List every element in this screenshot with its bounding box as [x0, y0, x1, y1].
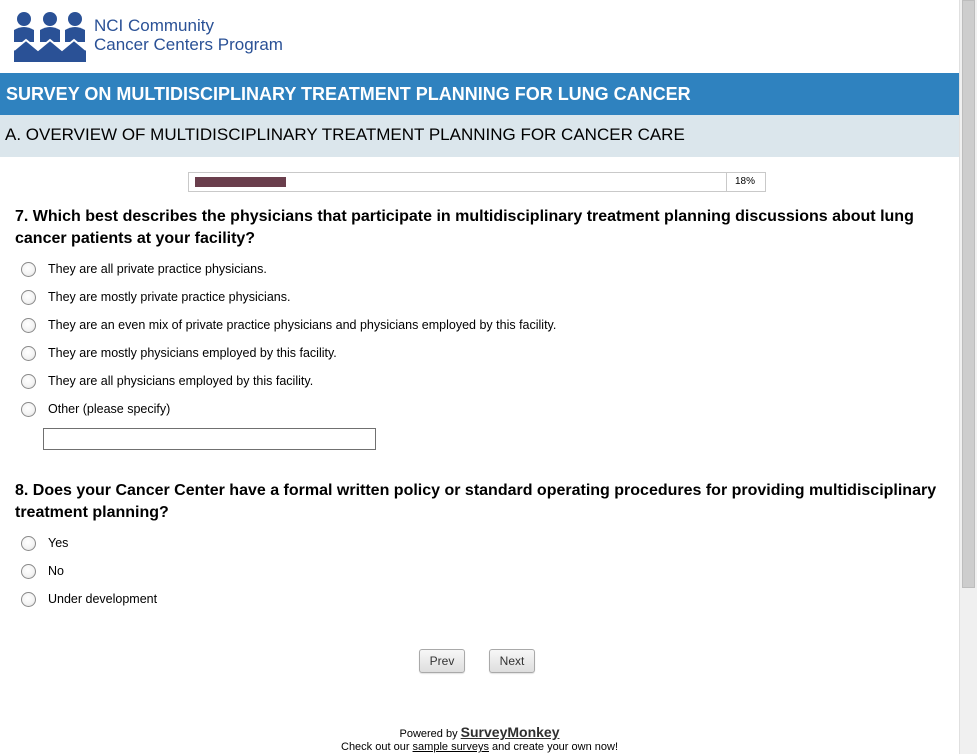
radio-button[interactable] — [21, 290, 36, 305]
option-label: They are an even mix of private practice physicians and physicians employed by this facility. — [48, 318, 557, 332]
option-label: They are all physicians employed by this facility. — [48, 374, 314, 388]
progress-track — [189, 173, 727, 191]
progress-bar — [188, 172, 766, 192]
q7-option-2[interactable] — [21, 287, 290, 307]
powered-by-text: Powered by — [399, 728, 458, 740]
option-label: They are mostly private practice physicians. — [48, 290, 291, 304]
option-label: Under development — [48, 592, 158, 606]
radio-button[interactable] — [21, 374, 36, 389]
q7-option-3[interactable] — [21, 315, 556, 335]
radio-button[interactable] — [21, 592, 36, 607]
surveymonkey-link[interactable]: SurveyMonkey — [460, 724, 560, 740]
option-label: They are mostly physicians employed by this facility. — [48, 346, 337, 360]
option-label: They are all private practice physicians. — [48, 262, 267, 276]
option-label: No — [48, 564, 64, 578]
vertical-scrollbar[interactable] — [959, 0, 977, 754]
q7-option-5[interactable] — [21, 371, 313, 391]
q8-option-yes[interactable] — [21, 533, 68, 553]
q8-option-no[interactable] — [21, 561, 64, 581]
question-7-text: 7. Which best describes the physicians that participate in multidisciplinary treatment planning discussions about lung cancer patients at your facility? — [15, 208, 914, 247]
question-8-text: 8. Does your Cancer Center have a formal written policy or standard operating procedures for providing multidisciplinary treatment planning? — [15, 482, 937, 521]
q7-option-1[interactable] — [21, 259, 267, 279]
q7-option-other[interactable] — [21, 399, 170, 419]
radio-button[interactable] — [21, 564, 36, 579]
section-title: A. OVERVIEW OF MULTIDISCIPLINARY TREATMENT PLANNING FOR CANCER CARE — [0, 115, 959, 157]
powered-by-footer — [0, 724, 959, 740]
progress-fill — [195, 177, 286, 187]
option-label: Yes — [48, 536, 69, 550]
prev-button[interactable]: Prev — [419, 649, 465, 673]
radio-button[interactable] — [21, 402, 36, 417]
logo-text — [94, 16, 283, 54]
radio-button[interactable] — [21, 536, 36, 551]
logo-line2: Cancer Centers Program — [94, 35, 283, 54]
sample-surveys-link[interactable]: sample surveys — [412, 741, 489, 753]
survey-title: SURVEY ON MULTIDISCIPLINARY TREATMENT PLANNING FOR LUNG CANCER — [0, 73, 959, 115]
next-button[interactable]: Next — [489, 649, 535, 673]
check-out-text: Check out our — [341, 741, 410, 753]
scrollbar-thumb[interactable] — [962, 0, 975, 588]
sample-surveys-footer — [0, 741, 959, 753]
q7-option-4[interactable] — [21, 343, 337, 363]
logo-line1: NCI Community — [94, 16, 214, 35]
option-label: Other (please specify) — [48, 402, 171, 416]
q8-option-under-development[interactable] — [21, 589, 157, 609]
radio-button[interactable] — [21, 262, 36, 277]
radio-button[interactable] — [21, 346, 36, 361]
progress-percent: 18% — [734, 176, 755, 187]
create-text: and create your own now! — [492, 741, 618, 753]
radio-button[interactable] — [21, 318, 36, 333]
other-specify-input[interactable] — [43, 428, 376, 450]
people-logo-icon — [12, 10, 88, 64]
